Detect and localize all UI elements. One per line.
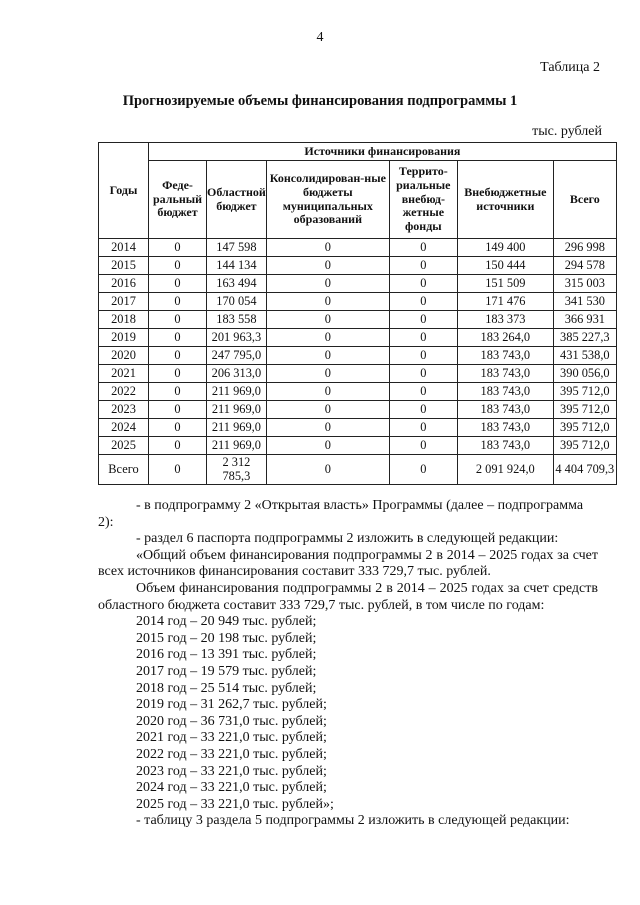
year-amount-line: 2019 год – 31 262,7 тыс. рублей;: [136, 697, 327, 713]
cell-year: 2024: [99, 419, 149, 437]
year-amount-line: 2025 год – 33 221,0 тыс. рублей»;: [136, 796, 334, 812]
cell-regional: 211 969,0: [207, 401, 267, 419]
table-body: [99, 239, 617, 485]
header-total: Всего: [553, 161, 616, 239]
cell-total: 294 578: [553, 257, 616, 275]
cell-total: 315 003: [553, 275, 616, 293]
cell-territorial: 0: [389, 311, 457, 329]
paragraph-table3: - таблицу 3 раздела 5 подпрограммы 2 изложить в следующей редакции:: [136, 813, 570, 829]
table-row: [99, 383, 617, 401]
cell-total: 4 404 709,3: [553, 455, 616, 485]
table-row: [99, 329, 617, 347]
table-label: Таблица 2: [540, 60, 600, 75]
year-amount-line: 2024 год – 33 221,0 тыс. рублей;: [136, 780, 327, 796]
cell-municipal: 0: [266, 239, 389, 257]
cell-extra: 2 091 924,0: [457, 455, 553, 485]
table-row: [99, 455, 617, 485]
cell-federal: 0: [149, 293, 207, 311]
header-regional: Областной бюджет: [207, 161, 267, 239]
cell-regional: 211 969,0: [207, 437, 267, 455]
body-text: [98, 498, 598, 830]
year-amount-line: 2017 год – 19 579 тыс. рублей;: [136, 663, 317, 679]
paragraph-regional-line1: Объем финансирования подпрограммы 2 в 2014 – 2025 годах за счет средств: [136, 580, 598, 596]
cell-municipal: 0: [266, 257, 389, 275]
table-title: Прогнозируемые объемы финансирования подпрограммы 1: [122, 93, 518, 109]
year-amount-line: 2022 год – 33 221,0 тыс. рублей;: [136, 746, 327, 762]
cell-municipal: 0: [266, 329, 389, 347]
year-amount-line: 2021 год – 33 221,0 тыс. рублей;: [136, 730, 327, 746]
cell-municipal: 0: [266, 419, 389, 437]
paragraph-section6: - раздел 6 паспорта подпрограммы 2 изложить в следующей редакции:: [136, 531, 559, 547]
cell-federal: 0: [149, 311, 207, 329]
cell-year: 2019: [99, 329, 149, 347]
cell-territorial: 0: [389, 401, 457, 419]
cell-extra: 183 743,0: [457, 401, 553, 419]
cell-total: 395 712,0: [553, 383, 616, 401]
cell-territorial: 0: [389, 257, 457, 275]
header-territorial: Террито-риальные внебюд-жетные фонды: [389, 161, 457, 239]
header-sources-group: Источники финансирования: [149, 143, 617, 161]
cell-year: 2017: [99, 293, 149, 311]
cell-regional: 211 969,0: [207, 383, 267, 401]
cell-territorial: 0: [389, 347, 457, 365]
cell-total: 395 712,0: [553, 419, 616, 437]
header-federal: Феде-ральный бюджет: [149, 161, 207, 239]
cell-federal: 0: [149, 383, 207, 401]
cell-year: 2021: [99, 365, 149, 383]
year-amount-line: 2023 год – 33 221,0 тыс. рублей;: [136, 763, 327, 779]
year-amount-line: 2018 год – 25 514 тыс. рублей;: [136, 680, 317, 696]
cell-regional: 247 795,0: [207, 347, 267, 365]
cell-regional: 144 134: [207, 257, 267, 275]
cell-year: 2016: [99, 275, 149, 293]
cell-municipal: 0: [266, 293, 389, 311]
cell-federal: 0: [149, 329, 207, 347]
table-row: [99, 437, 617, 455]
cell-territorial: 0: [389, 383, 457, 401]
cell-federal: 0: [149, 437, 207, 455]
cell-year: 2018: [99, 311, 149, 329]
cell-regional: 163 494: [207, 275, 267, 293]
year-amount-line: 2015 год – 20 198 тыс. рублей;: [136, 630, 317, 646]
cell-regional: 201 963,3: [207, 329, 267, 347]
table-row: [99, 419, 617, 437]
cell-regional: 206 313,0: [207, 365, 267, 383]
header-years: Годы: [99, 143, 149, 239]
table-row: [99, 239, 617, 257]
cell-municipal: 0: [266, 275, 389, 293]
cell-extra: 183 743,0: [457, 419, 553, 437]
cell-total: 395 712,0: [553, 401, 616, 419]
table-row: [99, 311, 617, 329]
table-row: [99, 365, 617, 383]
cell-total: 296 998: [553, 239, 616, 257]
cell-year: 2020: [99, 347, 149, 365]
cell-territorial: 0: [389, 455, 457, 485]
cell-year: 2015: [99, 257, 149, 275]
cell-regional: 147 598: [207, 239, 267, 257]
cell-municipal: 0: [266, 383, 389, 401]
table-row: [99, 401, 617, 419]
cell-territorial: 0: [389, 293, 457, 311]
cell-municipal: 0: [266, 437, 389, 455]
cell-municipal: 0: [266, 455, 389, 485]
year-amount-line: 2014 год – 20 949 тыс. рублей;: [136, 614, 317, 630]
cell-total: 431 538,0: [553, 347, 616, 365]
financing-table: [98, 142, 617, 485]
cell-year: Всего: [99, 455, 149, 485]
cell-federal: 0: [149, 455, 207, 485]
cell-territorial: 0: [389, 365, 457, 383]
table-row: [99, 293, 617, 311]
cell-total: 341 530: [553, 293, 616, 311]
cell-regional: 211 969,0: [207, 419, 267, 437]
cell-extra: 183 743,0: [457, 365, 553, 383]
cell-year: 2025: [99, 437, 149, 455]
cell-year: 2023: [99, 401, 149, 419]
cell-municipal: 0: [266, 401, 389, 419]
cell-total: 366 931: [553, 311, 616, 329]
cell-extra: 150 444: [457, 257, 553, 275]
cell-extra: 149 400: [457, 239, 553, 257]
cell-total: 390 056,0: [553, 365, 616, 383]
header-municipal: Консолидирован-ные бюджеты муниципальных образований: [266, 161, 389, 239]
cell-regional: 170 054: [207, 293, 267, 311]
cell-extra: 183 743,0: [457, 437, 553, 455]
paragraph-regional-line2: областного бюджета составит 333 729,7 тыс. рублей, в том числе по годам:: [98, 597, 545, 613]
cell-territorial: 0: [389, 329, 457, 347]
table-row: [99, 257, 617, 275]
cell-extra: 183 264,0: [457, 329, 553, 347]
cell-territorial: 0: [389, 239, 457, 257]
paragraph-intro: - в подпрограмму 2 «Открытая власть» Программы (далее – подпрограмма 2):: [98, 498, 584, 530]
units-label: тыс. рублей: [532, 124, 602, 139]
cell-extra: 151 509: [457, 275, 553, 293]
cell-total: 395 712,0: [553, 437, 616, 455]
year-amount-line: 2020 год – 36 731,0 тыс. рублей;: [136, 713, 327, 729]
cell-year: 2014: [99, 239, 149, 257]
table-row: [99, 347, 617, 365]
cell-territorial: 0: [389, 437, 457, 455]
cell-federal: 0: [149, 401, 207, 419]
cell-extra: 171 476: [457, 293, 553, 311]
cell-municipal: 0: [266, 365, 389, 383]
paragraph-total-line2: всех источников финансирования составит 333 729,7 тыс. рублей.: [98, 564, 491, 580]
cell-municipal: 0: [266, 347, 389, 365]
cell-total: 385 227,3: [553, 329, 616, 347]
cell-federal: 0: [149, 347, 207, 365]
cell-extra: 183 743,0: [457, 347, 553, 365]
table-row: [99, 275, 617, 293]
cell-extra: 183 743,0: [457, 383, 553, 401]
year-amount-line: 2016 год – 13 391 тыс. рублей;: [136, 647, 317, 663]
cell-territorial: 0: [389, 275, 457, 293]
years-list: [98, 614, 598, 813]
header-extrabudget: Внебюджетные источники: [457, 161, 553, 239]
paragraph-total-line1: «Общий объем финансирования подпрограммы 2 в 2014 – 2025 годах за счет: [136, 547, 598, 563]
cell-federal: 0: [149, 419, 207, 437]
cell-federal: 0: [149, 257, 207, 275]
cell-federal: 0: [149, 365, 207, 383]
cell-extra: 183 373: [457, 311, 553, 329]
page-number: 4: [316, 30, 324, 45]
cell-municipal: 0: [266, 311, 389, 329]
cell-year: 2022: [99, 383, 149, 401]
cell-regional: 183 558: [207, 311, 267, 329]
cell-regional: 2 312 785,3: [207, 455, 267, 485]
cell-federal: 0: [149, 275, 207, 293]
cell-federal: 0: [149, 239, 207, 257]
cell-territorial: 0: [389, 419, 457, 437]
